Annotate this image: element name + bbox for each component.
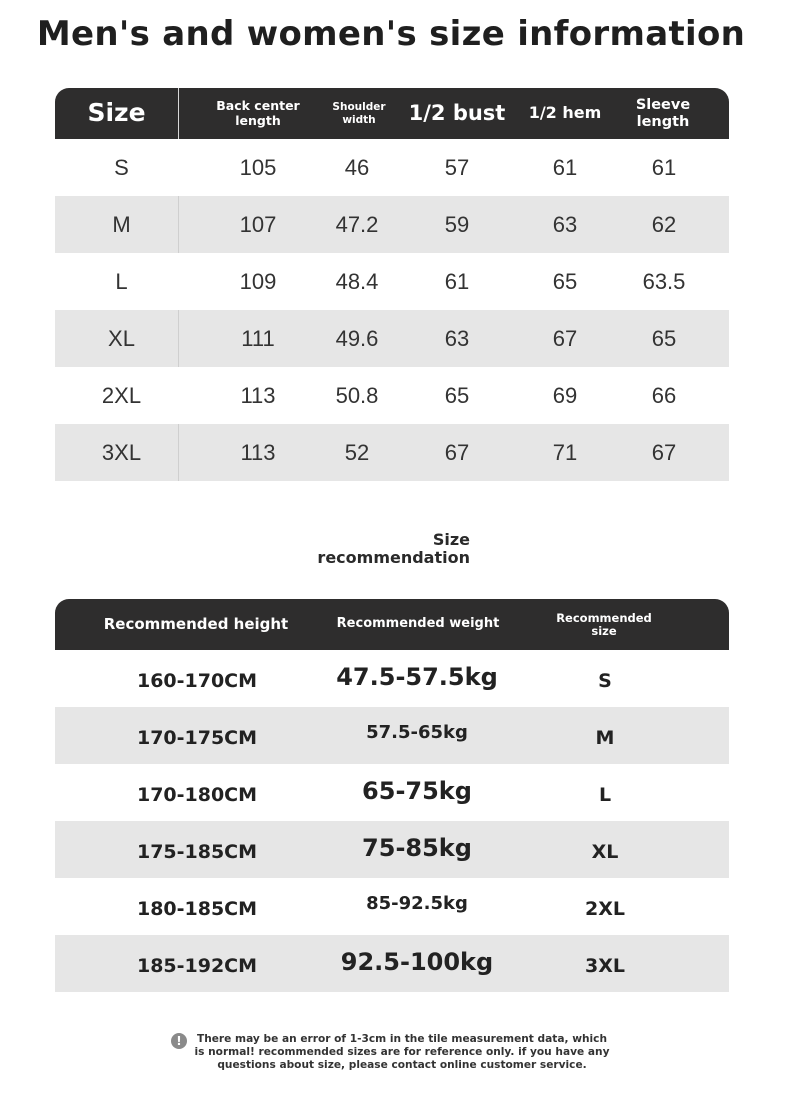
table-row xyxy=(55,310,729,367)
shoulder-width-cell: 52 xyxy=(344,439,370,465)
back-center-length-cell: 105 xyxy=(239,154,277,180)
half-bust-cell: 65 xyxy=(444,382,470,408)
height-cell: 170-180CM xyxy=(136,783,258,806)
height-cell: 160-170CM xyxy=(136,669,258,692)
size-table-header xyxy=(55,88,729,139)
size-cell: 2XL xyxy=(585,897,625,920)
height-cell: 185-192CM xyxy=(136,954,258,977)
size-cell: S xyxy=(114,154,129,180)
back-center-length-cell: 107 xyxy=(239,211,277,237)
sleeve-length-cell: 67 xyxy=(651,439,677,465)
table-row xyxy=(55,935,729,992)
back-center-length-cell: 113 xyxy=(240,382,276,408)
size-table xyxy=(55,88,729,481)
size-cell: XL xyxy=(108,325,135,351)
shoulder-width-cell: 48.4 xyxy=(335,268,379,294)
sleeve-length-cell: 65 xyxy=(651,325,677,351)
exclamation-icon: ! xyxy=(171,1033,187,1049)
table-row xyxy=(55,764,729,821)
size-cell: M xyxy=(112,211,131,237)
table-row xyxy=(55,878,729,935)
header-recommended-size: Recommended size xyxy=(556,610,652,638)
weight-cell: 75-85kg xyxy=(362,833,472,862)
half-hem-cell: 69 xyxy=(552,382,578,408)
header-shoulder-width: Shoulder width xyxy=(332,101,386,126)
size-cell: 3XL xyxy=(101,439,142,465)
back-center-length-cell: 109 xyxy=(239,268,277,294)
shoulder-width-cell: 47.2 xyxy=(335,211,379,237)
weight-cell: 85-92.5kg xyxy=(366,893,468,914)
shoulder-width-cell: 50.8 xyxy=(335,382,379,408)
size-cell: 2XL xyxy=(101,382,142,408)
half-hem-cell: 63 xyxy=(552,211,578,237)
sleeve-length-cell: 61 xyxy=(651,154,677,180)
table-row xyxy=(55,196,729,253)
weight-cell: 47.5-57.5kg xyxy=(336,662,498,691)
back-center-length-cell: 111 xyxy=(241,325,275,351)
half-bust-cell: 63 xyxy=(444,325,470,351)
table-row xyxy=(55,367,729,424)
table-row xyxy=(55,253,729,310)
sleeve-length-cell: 62 xyxy=(651,211,677,237)
sleeve-length-cell: 63.5 xyxy=(642,268,686,294)
weight-cell: 92.5-100kg xyxy=(340,947,494,976)
header-half-bust: 1/2 bust xyxy=(408,101,506,126)
header-recommended-height: Recommended height xyxy=(103,615,289,634)
weight-cell: 65-75kg xyxy=(362,776,472,805)
note-text: There may be an error of 1-3cm in the tile measurement data, which is normal! recommended sizes are for reference only. if you have any questions about size, please contact online customer service. xyxy=(194,1033,610,1071)
half-bust-cell: 57 xyxy=(444,154,470,180)
size-cell: 3XL xyxy=(585,954,625,977)
header-sleeve-length: Sleeve length xyxy=(635,96,691,130)
weight-cell: 57.5-65kg xyxy=(366,722,468,743)
table-row xyxy=(55,707,729,764)
measurement-note xyxy=(168,1032,628,1082)
half-bust-cell: 61 xyxy=(444,268,470,294)
half-hem-cell: 65 xyxy=(552,268,578,294)
half-bust-cell: 67 xyxy=(444,439,470,465)
half-hem-cell: 71 xyxy=(552,439,578,465)
table-row xyxy=(55,424,729,481)
size-cell: L xyxy=(115,268,128,294)
recommendation-title-line2: recommendation xyxy=(317,548,470,567)
height-cell: 180-185CM xyxy=(136,897,258,920)
size-cell: S xyxy=(598,669,612,692)
header-divider xyxy=(178,88,179,139)
shoulder-width-cell: 49.6 xyxy=(335,325,379,351)
size-cell: XL xyxy=(591,840,619,863)
table-row xyxy=(55,139,729,196)
recommendation-table-header xyxy=(55,599,729,650)
height-cell: 175-185CM xyxy=(136,840,258,863)
recommendation-table xyxy=(55,599,729,992)
height-cell: 170-175CM xyxy=(136,726,258,749)
half-bust-cell: 59 xyxy=(444,211,470,237)
header-recommended-weight: Recommended weight xyxy=(336,616,500,632)
shoulder-width-cell: 46 xyxy=(344,154,370,180)
recommendation-title xyxy=(300,531,470,567)
recommendation-title-line1: Size xyxy=(432,530,470,549)
table-row xyxy=(55,821,729,878)
back-center-length-cell: 113 xyxy=(240,439,276,465)
size-cell: M xyxy=(595,726,615,749)
table-row xyxy=(55,650,729,707)
header-size: Size xyxy=(87,98,146,128)
sleeve-length-cell: 66 xyxy=(651,382,677,408)
half-hem-cell: 67 xyxy=(552,325,578,351)
half-hem-cell: 61 xyxy=(552,154,578,180)
size-cell: L xyxy=(598,783,612,806)
header-back-center-length: Back center length xyxy=(216,98,300,128)
page-title: Men's and women's size information xyxy=(36,14,746,54)
header-half-hem: 1/2 hem xyxy=(528,103,602,123)
